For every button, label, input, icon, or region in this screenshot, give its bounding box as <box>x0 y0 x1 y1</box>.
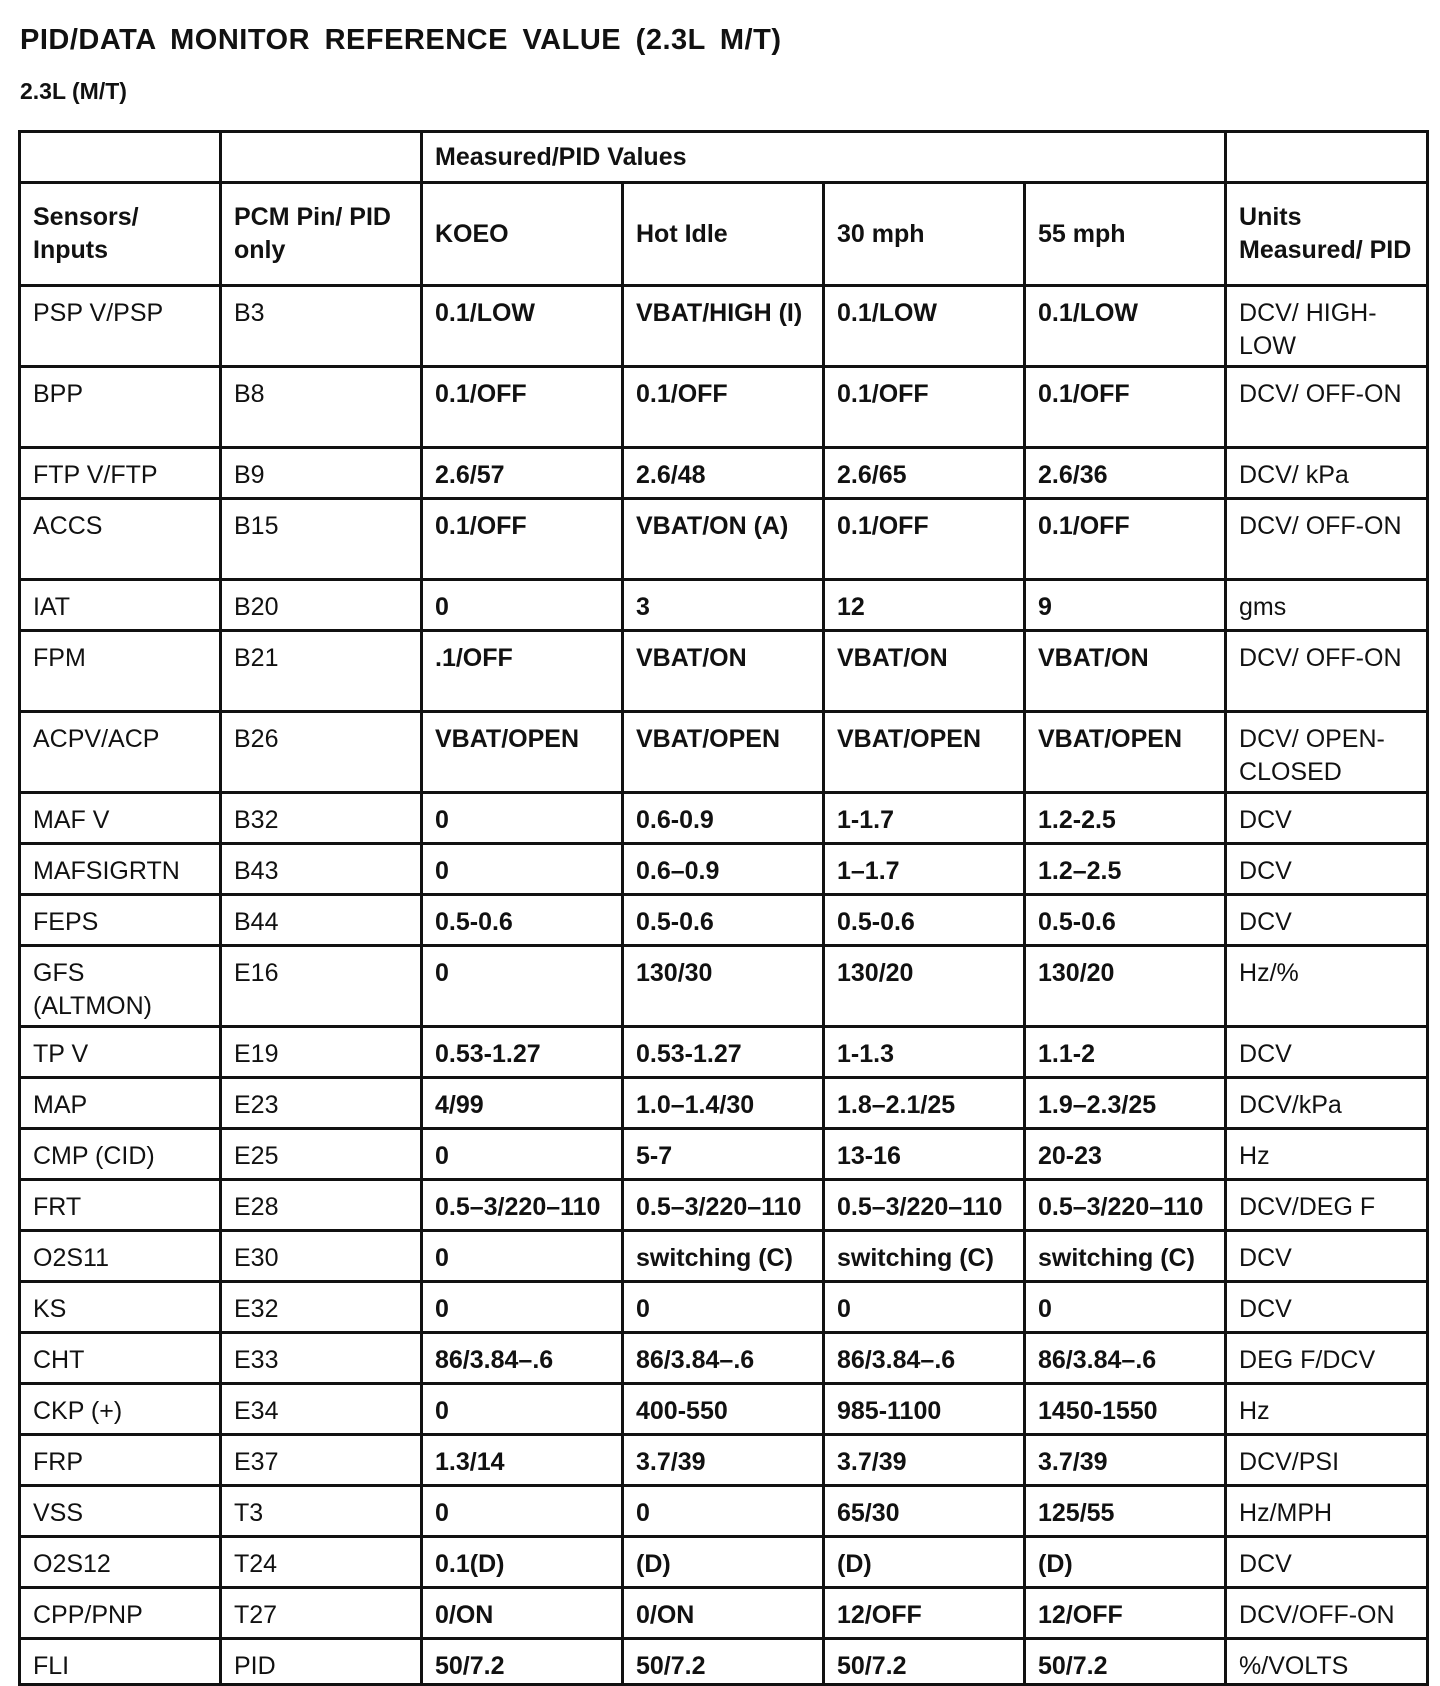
cell-hot-idle: 86/3.84–.6 <box>623 1333 824 1384</box>
cell-30-mph: 12/OFF <box>824 1588 1025 1639</box>
cell-55-mph: 0 <box>1025 1282 1226 1333</box>
cell-pcm-pin: B32 <box>221 793 422 844</box>
page-title: PID/DATA MONITOR REFERENCE VALUE (2.3L M/T) <box>20 24 782 56</box>
cell-units: DCV/DEG F <box>1226 1180 1428 1231</box>
cell-units: Hz <box>1226 1129 1428 1180</box>
cell-30-mph: 3.7/39 <box>824 1435 1025 1486</box>
cell-55-mph: 3.7/39 <box>1025 1435 1226 1486</box>
cell-30-mph: 0 <box>824 1282 1025 1333</box>
cell-koeo: 86/3.84–.6 <box>422 1333 623 1384</box>
cell-55-mph: VBAT/OPEN <box>1025 712 1226 793</box>
cell-30-mph: VBAT/OPEN <box>824 712 1025 793</box>
cell-units: DCV <box>1226 844 1428 895</box>
cell-pcm-pin: PID <box>221 1639 422 1685</box>
cell-sensor: MAF V <box>20 793 221 844</box>
cell-hot-idle: 3 <box>623 580 824 631</box>
cell-sensor: CMP (CID) <box>20 1129 221 1180</box>
cell-koeo: 0 <box>422 793 623 844</box>
cell-30-mph: 13-16 <box>824 1129 1025 1180</box>
cell-koeo: 0.5–3/220–110 <box>422 1180 623 1231</box>
cell-koeo: .1/OFF <box>422 631 623 712</box>
header-koeo: KOEO <box>422 183 623 286</box>
cell-units: Hz/MPH <box>1226 1486 1428 1537</box>
cell-30-mph: 50/7.2 <box>824 1639 1025 1685</box>
cell-30-mph: (D) <box>824 1537 1025 1588</box>
cell-koeo: 0.1/OFF <box>422 367 623 448</box>
page-subtitle: 2.3L (M/T) <box>20 78 127 104</box>
header-units: Units Measured/ PID <box>1226 183 1428 286</box>
table-row <box>20 1078 1428 1129</box>
cell-sensor: FTP V/FTP <box>20 448 221 499</box>
cell-55-mph: 1.2–2.5 <box>1025 844 1226 895</box>
cell-units: DCV/ OFF-ON <box>1226 499 1428 580</box>
cell-sensor: CPP/PNP <box>20 1588 221 1639</box>
cell-pcm-pin: B43 <box>221 844 422 895</box>
cell-55-mph: 0.1/LOW <box>1025 286 1226 367</box>
table-row <box>20 1282 1428 1333</box>
cell-sensor: O2S12 <box>20 1537 221 1588</box>
cell-units: Hz <box>1226 1384 1428 1435</box>
cell-30-mph: 130/20 <box>824 946 1025 1027</box>
table-row <box>20 286 1428 367</box>
cell-hot-idle: 0.1/OFF <box>623 367 824 448</box>
cell-hot-idle: 0 <box>623 1282 824 1333</box>
cell-hot-idle: 5-7 <box>623 1129 824 1180</box>
table-row <box>20 1588 1428 1639</box>
cell-30-mph: 12 <box>824 580 1025 631</box>
cell-sensor: IAT <box>20 580 221 631</box>
cell-sensor: FEPS <box>20 895 221 946</box>
cell-pcm-pin: E34 <box>221 1384 422 1435</box>
cell-koeo: 0 <box>422 1486 623 1537</box>
cell-pcm-pin: E33 <box>221 1333 422 1384</box>
cell-30-mph: VBAT/ON <box>824 631 1025 712</box>
table-row <box>20 895 1428 946</box>
cell-units: DCV/PSI <box>1226 1435 1428 1486</box>
cell-units: DCV <box>1226 1537 1428 1588</box>
cell-hot-idle: 0.6–0.9 <box>623 844 824 895</box>
cell-55-mph: 130/20 <box>1025 946 1226 1027</box>
cell-pcm-pin: E32 <box>221 1282 422 1333</box>
cell-units: DCV/kPa <box>1226 1078 1428 1129</box>
cell-30-mph: 985-1100 <box>824 1384 1025 1435</box>
cell-units: DCV/ OPEN-CLOSED <box>1226 712 1428 793</box>
cell-30-mph: switching (C) <box>824 1231 1025 1282</box>
table-row <box>20 1129 1428 1180</box>
cell-pcm-pin: B15 <box>221 499 422 580</box>
cell-pcm-pin: B26 <box>221 712 422 793</box>
table-row <box>20 1333 1428 1384</box>
cell-sensor: MAFSIGRTN <box>20 844 221 895</box>
table-row <box>20 580 1428 631</box>
cell-hot-idle: 2.6/48 <box>623 448 824 499</box>
cell-sensor: CKP (+) <box>20 1384 221 1435</box>
reference-value-table <box>18 130 1429 1686</box>
cell-koeo: 0 <box>422 1129 623 1180</box>
cell-30-mph: 0.1/OFF <box>824 499 1025 580</box>
cell-units: DCV <box>1226 793 1428 844</box>
cell-sensor: BPP <box>20 367 221 448</box>
cell-55-mph: 1450-1550 <box>1025 1384 1226 1435</box>
cell-koeo: 0/ON <box>422 1588 623 1639</box>
cell-30-mph: 1-1.7 <box>824 793 1025 844</box>
cell-hot-idle: switching (C) <box>623 1231 824 1282</box>
cell-koeo: 2.6/57 <box>422 448 623 499</box>
cell-30-mph: 0.5-0.6 <box>824 895 1025 946</box>
cell-units: %/VOLTS <box>1226 1639 1428 1685</box>
cell-30-mph: 0.1/OFF <box>824 367 1025 448</box>
cell-koeo: 0 <box>422 1384 623 1435</box>
cell-hot-idle: 0.6-0.9 <box>623 793 824 844</box>
cell-hot-idle: 130/30 <box>623 946 824 1027</box>
cell-units: Hz/% <box>1226 946 1428 1027</box>
cell-sensor: PSP V/PSP <box>20 286 221 367</box>
cell-sensor: FPM <box>20 631 221 712</box>
cell-sensor: CHT <box>20 1333 221 1384</box>
cell-30-mph: 1-1.3 <box>824 1027 1025 1078</box>
empty-header-cell <box>221 132 422 183</box>
empty-header-cell <box>1226 132 1428 183</box>
cell-30-mph: 1–1.7 <box>824 844 1025 895</box>
cell-30-mph: 86/3.84–.6 <box>824 1333 1025 1384</box>
table-row <box>20 793 1428 844</box>
cell-hot-idle: VBAT/ON (A) <box>623 499 824 580</box>
cell-hot-idle: 0.5–3/220–110 <box>623 1180 824 1231</box>
cell-hot-idle: (D) <box>623 1537 824 1588</box>
cell-sensor: KS <box>20 1282 221 1333</box>
cell-hot-idle: 0.5-0.6 <box>623 895 824 946</box>
cell-30-mph: 0.1/LOW <box>824 286 1025 367</box>
cell-units: DCV/ kPa <box>1226 448 1428 499</box>
cell-pcm-pin: E30 <box>221 1231 422 1282</box>
cell-koeo: 0.1/LOW <box>422 286 623 367</box>
cell-koeo: 50/7.2 <box>422 1639 623 1685</box>
cell-hot-idle: 50/7.2 <box>623 1639 824 1685</box>
cell-pcm-pin: T3 <box>221 1486 422 1537</box>
cell-pcm-pin: B8 <box>221 367 422 448</box>
cell-pcm-pin: B20 <box>221 580 422 631</box>
cell-koeo: 0.1(D) <box>422 1537 623 1588</box>
table-row <box>20 367 1428 448</box>
cell-55-mph: 86/3.84–.6 <box>1025 1333 1226 1384</box>
cell-55-mph: 1.9–2.3/25 <box>1025 1078 1226 1129</box>
table-row <box>20 1537 1428 1588</box>
cell-pcm-pin: T27 <box>221 1588 422 1639</box>
cell-sensor: MAP <box>20 1078 221 1129</box>
cell-55-mph: 9 <box>1025 580 1226 631</box>
cell-koeo: 1.3/14 <box>422 1435 623 1486</box>
cell-pcm-pin: E19 <box>221 1027 422 1078</box>
cell-units: DCV <box>1226 895 1428 946</box>
table-row <box>20 631 1428 712</box>
cell-koeo: 4/99 <box>422 1078 623 1129</box>
cell-koeo: 0.1/OFF <box>422 499 623 580</box>
cell-pcm-pin: E23 <box>221 1078 422 1129</box>
cell-55-mph: 12/OFF <box>1025 1588 1226 1639</box>
cell-pcm-pin: E28 <box>221 1180 422 1231</box>
cell-koeo: 0 <box>422 1231 623 1282</box>
group-header-row <box>20 132 1428 183</box>
cell-55-mph: 0.5-0.6 <box>1025 895 1226 946</box>
cell-pcm-pin: E25 <box>221 1129 422 1180</box>
cell-koeo: VBAT/OPEN <box>422 712 623 793</box>
empty-header-cell <box>20 132 221 183</box>
cell-koeo: 0.53-1.27 <box>422 1027 623 1078</box>
table-row <box>20 1486 1428 1537</box>
table-row <box>20 1231 1428 1282</box>
cell-hot-idle: VBAT/ON <box>623 631 824 712</box>
cell-hot-idle: 0.53-1.27 <box>623 1027 824 1078</box>
cell-koeo: 0 <box>422 946 623 1027</box>
cell-hot-idle: 1.0–1.4/30 <box>623 1078 824 1129</box>
column-header-row <box>20 183 1428 286</box>
cell-30-mph: 2.6/65 <box>824 448 1025 499</box>
cell-koeo: 0 <box>422 1282 623 1333</box>
cell-sensor: ACCS <box>20 499 221 580</box>
cell-55-mph: switching (C) <box>1025 1231 1226 1282</box>
cell-55-mph: 1.2-2.5 <box>1025 793 1226 844</box>
cell-hot-idle: VBAT/OPEN <box>623 712 824 793</box>
cell-hot-idle: 0/ON <box>623 1588 824 1639</box>
cell-30-mph: 0.5–3/220–110 <box>824 1180 1025 1231</box>
header-30-mph: 30 mph <box>824 183 1025 286</box>
header-55-mph: 55 mph <box>1025 183 1226 286</box>
header-pcm-pin: PCM Pin/ PID only <box>221 183 422 286</box>
cell-55-mph: 0.1/OFF <box>1025 499 1226 580</box>
cell-pcm-pin: B9 <box>221 448 422 499</box>
cell-pcm-pin: E16 <box>221 946 422 1027</box>
cell-55-mph: 0.1/OFF <box>1025 367 1226 448</box>
cell-pcm-pin: T24 <box>221 1537 422 1588</box>
cell-pcm-pin: E37 <box>221 1435 422 1486</box>
cell-hot-idle: 0 <box>623 1486 824 1537</box>
cell-55-mph: 20-23 <box>1025 1129 1226 1180</box>
table-row <box>20 946 1428 1027</box>
cell-units: DCV/ OFF-ON <box>1226 367 1428 448</box>
cell-sensor: GFS (ALTMON) <box>20 946 221 1027</box>
measured-values-header: Measured/PID Values <box>422 132 1226 183</box>
cell-pcm-pin: B21 <box>221 631 422 712</box>
table-row <box>20 448 1428 499</box>
cell-55-mph: 0.5–3/220–110 <box>1025 1180 1226 1231</box>
cell-sensor: FRP <box>20 1435 221 1486</box>
header-sensors: Sensors/ Inputs <box>20 183 221 286</box>
cell-units: DEG F/DCV <box>1226 1333 1428 1384</box>
cell-units: DCV/ OFF-ON <box>1226 631 1428 712</box>
cell-sensor: ACPV/ACP <box>20 712 221 793</box>
table-row <box>20 1027 1428 1078</box>
table-row <box>20 844 1428 895</box>
cell-units: DCV/ HIGH-LOW <box>1226 286 1428 367</box>
table-row <box>20 712 1428 793</box>
cell-sensor: O2S11 <box>20 1231 221 1282</box>
cell-sensor: VSS <box>20 1486 221 1537</box>
cell-koeo: 0 <box>422 580 623 631</box>
cell-55-mph: 50/7.2 <box>1025 1639 1226 1685</box>
cell-units: DCV <box>1226 1282 1428 1333</box>
cell-hot-idle: VBAT/HIGH (I) <box>623 286 824 367</box>
cell-55-mph: 2.6/36 <box>1025 448 1226 499</box>
cell-pcm-pin: B3 <box>221 286 422 367</box>
cell-sensor: FRT <box>20 1180 221 1231</box>
cell-koeo: 0 <box>422 844 623 895</box>
cell-units: DCV <box>1226 1027 1428 1078</box>
cell-units: DCV/OFF-ON <box>1226 1588 1428 1639</box>
cell-units: DCV <box>1226 1231 1428 1282</box>
cell-55-mph: 125/55 <box>1025 1486 1226 1537</box>
header-hot-idle: Hot Idle <box>623 183 824 286</box>
table-row <box>20 1435 1428 1486</box>
cell-55-mph: (D) <box>1025 1537 1226 1588</box>
cell-55-mph: VBAT/ON <box>1025 631 1226 712</box>
table-row <box>20 1639 1428 1685</box>
cell-30-mph: 1.8–2.1/25 <box>824 1078 1025 1129</box>
cell-30-mph: 65/30 <box>824 1486 1025 1537</box>
table-row <box>20 499 1428 580</box>
cell-sensor: FLI <box>20 1639 221 1685</box>
cell-koeo: 0.5-0.6 <box>422 895 623 946</box>
cell-pcm-pin: B44 <box>221 895 422 946</box>
table-row <box>20 1384 1428 1435</box>
cell-sensor: TP V <box>20 1027 221 1078</box>
cell-55-mph: 1.1-2 <box>1025 1027 1226 1078</box>
cell-units: gms <box>1226 580 1428 631</box>
table-row <box>20 1180 1428 1231</box>
cell-hot-idle: 3.7/39 <box>623 1435 824 1486</box>
cell-hot-idle: 400-550 <box>623 1384 824 1435</box>
